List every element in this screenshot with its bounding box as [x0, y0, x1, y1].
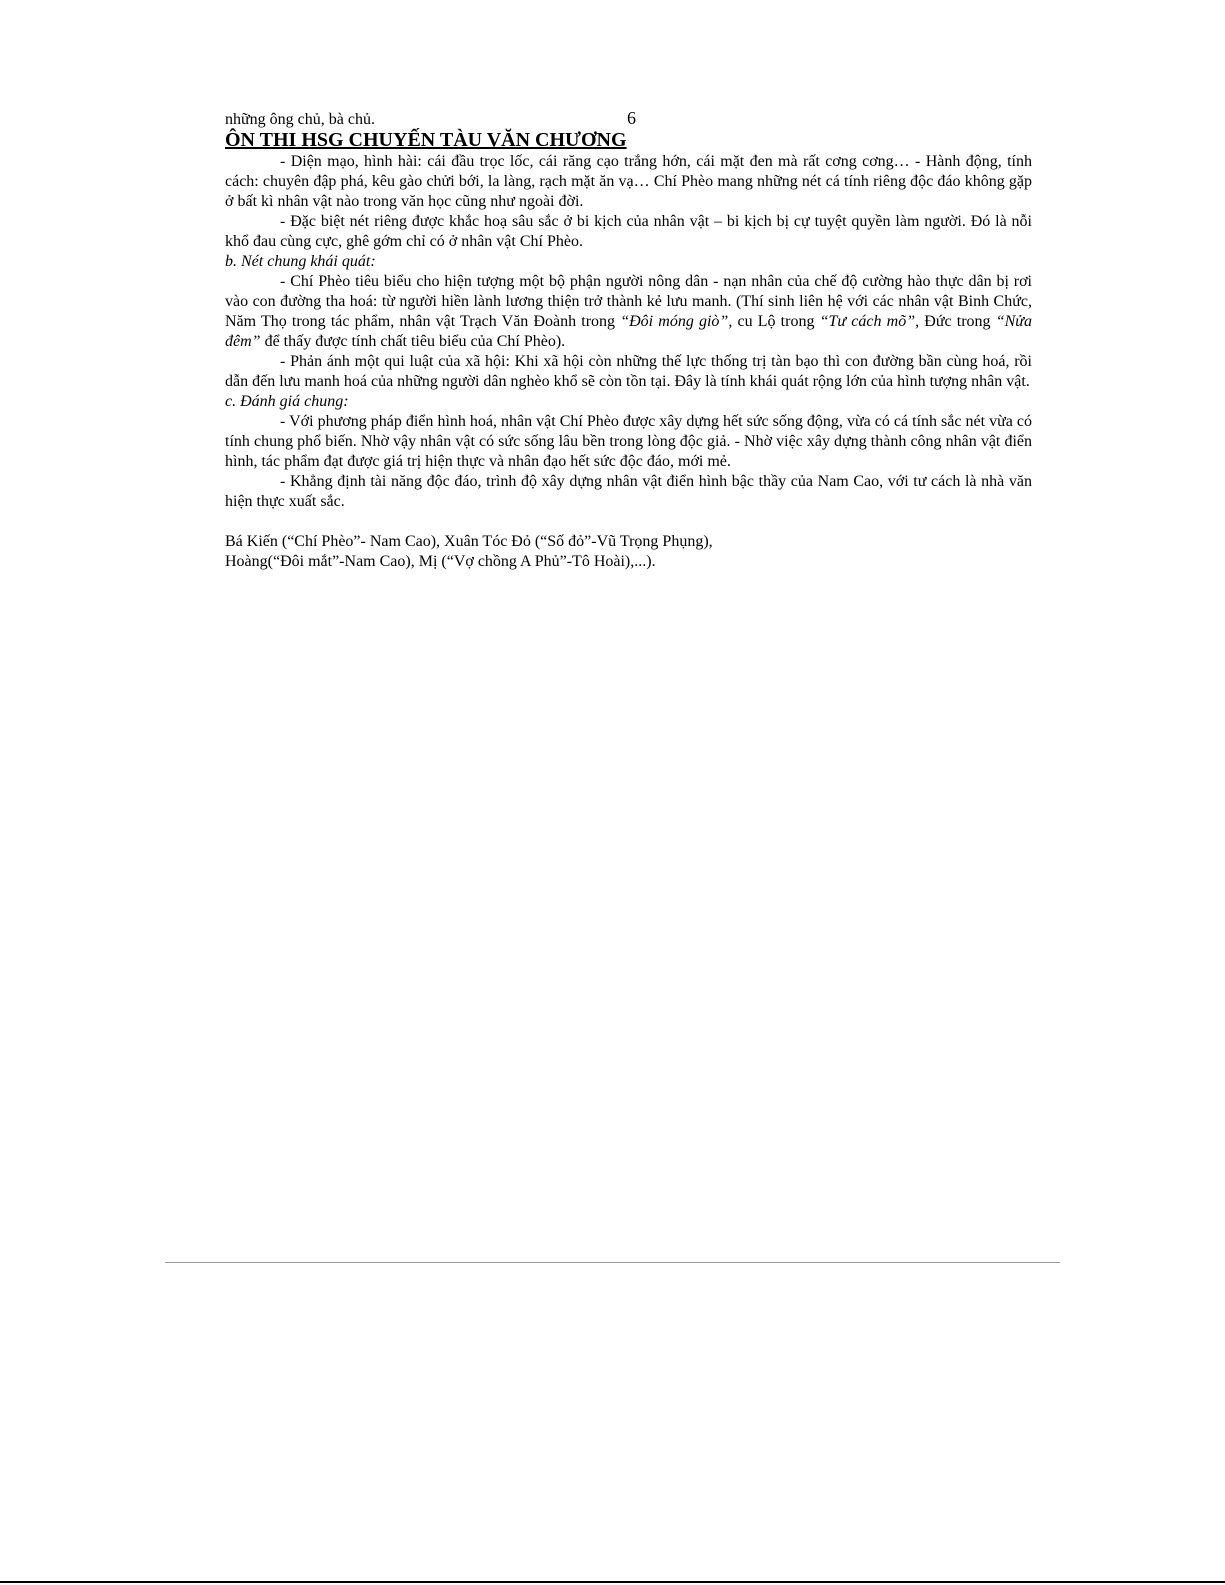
document-title: ÔN THI HSG CHUYẾN TÀU VĂN CHƯƠNG — [225, 129, 627, 151]
text-segment: Đức trong — [919, 313, 996, 330]
examples-line: Hoàng(“Đôi mắt”-Nam Cao), Mị (“Vợ chồng A Phủ”-Tô Hoài),...). — [225, 553, 656, 570]
paragraph-talent: - Khẳng định tài năng độc đáo, trình độ xây dựng nhân vật điển hình bậc thầy của Nam Cao, với tư cách là nhà văn hiện thực xuất sắc. — [225, 473, 1032, 510]
work-title: “Đôi móng giò”, — [620, 313, 733, 330]
paragraph-representative — [225, 272, 1032, 352]
page-number: 6 — [627, 108, 636, 128]
section-heading-c: c. Đánh giá chung: — [225, 393, 349, 410]
page-content — [225, 108, 1033, 572]
section-heading-b: b. Nét chung khái quát: — [225, 253, 376, 270]
text-segment: cu Lộ trong — [732, 313, 820, 330]
paragraph-appearance: - Diện mạo, hình hài: cái đầu trọc lốc, cái răng cạo trắng hớn, cái mặt đen mà rất cơng cơng… - Hành động, tính cách: chuyên đập phá, kêu gào chửi bới, la làng, rạch mặt ăn vạ… Chí Phèo mang những nét cá tính riêng độc đáo không gặp ở bất kì nhân vật nào trong văn học cũng như ngoài đời. — [225, 153, 1032, 210]
text-segment: - Chí Phèo tiêu biểu cho hiện tượng một bộ phận người nông dân - nạn nhân của chế độ cường hào thực dân bị rơi vào con đường tha hoá: từ người hiền lành lương thiện trở thành kẻ lưu manh. (Thí sinh liên hệ với các nhân vật Binh Chức, Năm Thọ trong tác phẩm, nhân vật Trạch Văn Đoành trong — [225, 273, 1032, 330]
page-bottom-border — [0, 1581, 1225, 1583]
examples-line: Bá Kiến (“Chí Phèo”- Nam Cao), Xuân Tóc Đỏ (“Số đỏ”-Vũ Trọng Phụng), — [225, 533, 713, 550]
carry-over-line: những ông chủ, bà chủ. — [225, 111, 375, 128]
paragraph-typification: - Với phương pháp điển hình hoá, nhân vật Chí Phèo được xây dựng hết sức sống động, vừa có cá tính sắc nét vừa có tính chung phổ biến. Nhờ vậy nhân vật có sức sống lâu bền trong lòng độc giả. - Nhờ việc xây dựng thành công nhân vật điển hình, tác phẩm đạt được giá trị hiện thực và nhân đạo hết sức độc đáo, mới mẻ. — [225, 413, 1032, 470]
work-title: “Nửa đêm” — [225, 313, 1033, 350]
paragraph-tragedy: - Đặc biệt nét riêng được khắc hoạ sâu sắc ở bi kịch của nhân vật – bi kịch bị cự tuyệt quyền làm người. Đó là nỗi khổ đau cùng cực, ghê gớm chỉ có ở nhân vật Chí Phèo. — [225, 213, 1032, 250]
examples-block — [225, 532, 1032, 572]
footer-divider — [165, 1262, 1060, 1263]
work-title: “Tư cách mõ”, — [819, 313, 920, 330]
header-line — [225, 108, 1032, 128]
paragraph-social-law: - Phản ánh một qui luật của xã hội: Khi xã hội còn những thế lực thống trị tàn bạo thì con đường bần cùng hoá, rồi dẫn đến lưu manh hoá của những người dân nghèo khổ sẽ còn tồn tại. Đây là tính khái quát rộng lớn của hình tượng nhân vật. — [225, 353, 1032, 390]
text-segment: để thấy được tính chất tiêu biểu của Chí Phèo). — [260, 333, 566, 350]
